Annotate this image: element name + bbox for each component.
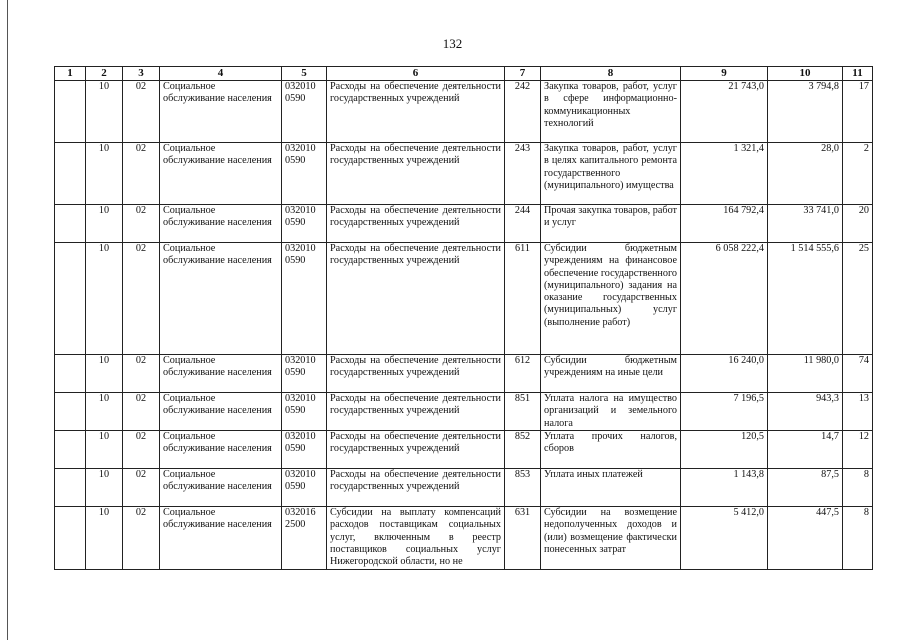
cell-expense-type: 631 <box>505 507 541 570</box>
column-header: 9 <box>681 67 768 81</box>
table-header-row <box>55 67 873 81</box>
cell-col1 <box>55 431 86 469</box>
table-row <box>55 243 873 355</box>
cell-target-code: 032010 0590 <box>282 81 327 143</box>
cell-section: 10 <box>86 81 123 143</box>
budget-table <box>54 66 873 570</box>
table-row <box>55 143 873 205</box>
cell-col1 <box>55 143 86 205</box>
cell-section: 10 <box>86 143 123 205</box>
cell-percent: 12 <box>843 431 873 469</box>
cell-subsection: 02 <box>123 243 160 355</box>
cell-col1 <box>55 393 86 431</box>
cell-target-code: 032010 0590 <box>282 393 327 431</box>
table-row <box>55 81 873 143</box>
cell-percent: 20 <box>843 205 873 243</box>
table-row <box>55 469 873 507</box>
cell-target-name: Субсидии на выплату компенсаций расходов поставщикам социальных услуг, включенным в реестр поставщиков социальных услуг Нижегородской области, но не <box>327 507 505 570</box>
cell-subsection-name: Социальное обслуживание населения <box>160 143 282 205</box>
cell-expense-type-name: Уплата иных платежей <box>541 469 681 507</box>
cell-col1 <box>55 469 86 507</box>
cell-amount-plan: 164 792,4 <box>681 205 768 243</box>
cell-col1 <box>55 243 86 355</box>
cell-amount-actual: 11 980,0 <box>768 355 843 393</box>
cell-subsection-name: Социальное обслуживание населения <box>160 243 282 355</box>
cell-expense-type: 244 <box>505 205 541 243</box>
cell-subsection-name: Социальное обслуживание населения <box>160 205 282 243</box>
page-number: 132 <box>442 36 463 51</box>
cell-expense-type-name: Уплата налога на имущество организаций и земельного налога <box>541 393 681 431</box>
cell-amount-plan: 6 058 222,4 <box>681 243 768 355</box>
cell-amount-plan: 21 743,0 <box>681 81 768 143</box>
cell-expense-type: 853 <box>505 469 541 507</box>
cell-subsection: 02 <box>123 431 160 469</box>
column-header: 3 <box>123 67 160 81</box>
cell-subsection-name: Социальное обслуживание населения <box>160 355 282 393</box>
column-header: 6 <box>327 67 505 81</box>
cell-percent: 2 <box>843 143 873 205</box>
cell-subsection-name: Социальное обслуживание населения <box>160 469 282 507</box>
cell-section: 10 <box>86 243 123 355</box>
cell-amount-actual: 3 794,8 <box>768 81 843 143</box>
cell-amount-actual: 14,7 <box>768 431 843 469</box>
column-header: 4 <box>160 67 282 81</box>
column-header: 5 <box>282 67 327 81</box>
column-header: 1 <box>55 67 86 81</box>
cell-subsection: 02 <box>123 469 160 507</box>
cell-percent: 17 <box>843 81 873 143</box>
cell-percent: 25 <box>843 243 873 355</box>
cell-subsection: 02 <box>123 81 160 143</box>
cell-expense-type: 242 <box>505 81 541 143</box>
cell-expense-type: 612 <box>505 355 541 393</box>
cell-col1 <box>55 355 86 393</box>
cell-target-name: Расходы на обеспечение деятельности государственных учреждений <box>327 431 505 469</box>
cell-amount-actual: 28,0 <box>768 143 843 205</box>
cell-subsection-name: Социальное обслуживание населения <box>160 81 282 143</box>
table-row <box>55 205 873 243</box>
table-row <box>55 431 873 469</box>
cell-target-code: 032010 0590 <box>282 205 327 243</box>
table-row <box>55 507 873 570</box>
table-row <box>55 393 873 431</box>
cell-subsection: 02 <box>123 355 160 393</box>
cell-section: 10 <box>86 469 123 507</box>
cell-section: 10 <box>86 507 123 570</box>
cell-target-name: Расходы на обеспечение деятельности государственных учреждений <box>327 469 505 507</box>
column-header: 8 <box>541 67 681 81</box>
cell-subsection: 02 <box>123 205 160 243</box>
cell-expense-type-name: Закупка товаров, работ, услуг в сфере информационно-коммуникационных технологий <box>541 81 681 143</box>
cell-subsection-name: Социальное обслуживание населения <box>160 393 282 431</box>
cell-target-name: Расходы на обеспечение деятельности государственных учреждений <box>327 81 505 143</box>
cell-target-code: 032016 2500 <box>282 507 327 570</box>
cell-percent: 8 <box>843 507 873 570</box>
cell-section: 10 <box>86 431 123 469</box>
cell-target-code: 032010 0590 <box>282 469 327 507</box>
cell-target-name: Расходы на обеспечение деятельности государственных учреждений <box>327 243 505 355</box>
cell-amount-actual: 1 514 555,6 <box>768 243 843 355</box>
cell-subsection-name: Социальное обслуживание населения <box>160 431 282 469</box>
cell-subsection-name: Социальное обслуживание населения <box>160 507 282 570</box>
cell-percent: 13 <box>843 393 873 431</box>
cell-amount-actual: 943,3 <box>768 393 843 431</box>
cell-target-code: 032010 0590 <box>282 243 327 355</box>
cell-section: 10 <box>86 205 123 243</box>
cell-expense-type-name: Субсидии на возмещение недополученных доходов и (или) возмещение фактически понесенных затрат <box>541 507 681 570</box>
cell-expense-type-name: Субсидии бюджетным учреждениям на финансовое обеспечение государственного (муниципального) задания на оказание государственных (муниципальных) услуг (выполнение работ) <box>541 243 681 355</box>
cell-subsection: 02 <box>123 143 160 205</box>
cell-expense-type-name: Прочая закупка товаров, работ и услуг <box>541 205 681 243</box>
cell-expense-type: 243 <box>505 143 541 205</box>
cell-amount-plan: 1 143,8 <box>681 469 768 507</box>
cell-amount-plan: 16 240,0 <box>681 355 768 393</box>
cell-section: 10 <box>86 355 123 393</box>
cell-target-name: Расходы на обеспечение деятельности государственных учреждений <box>327 355 505 393</box>
cell-subsection: 02 <box>123 507 160 570</box>
cell-expense-type: 851 <box>505 393 541 431</box>
cell-target-name: Расходы на обеспечение деятельности государственных учреждений <box>327 143 505 205</box>
cell-col1 <box>55 81 86 143</box>
table-row <box>55 355 873 393</box>
cell-expense-type: 611 <box>505 243 541 355</box>
cell-col1 <box>55 507 86 570</box>
page-left-edge-line <box>7 0 8 640</box>
cell-percent: 74 <box>843 355 873 393</box>
cell-amount-actual: 87,5 <box>768 469 843 507</box>
cell-target-name: Расходы на обеспечение деятельности государственных учреждений <box>327 393 505 431</box>
cell-amount-actual: 447,5 <box>768 507 843 570</box>
column-header: 11 <box>843 67 873 81</box>
column-header: 10 <box>768 67 843 81</box>
cell-target-name: Расходы на обеспечение деятельности государственных учреждений <box>327 205 505 243</box>
cell-percent: 8 <box>843 469 873 507</box>
cell-target-code: 032010 0590 <box>282 143 327 205</box>
cell-target-code: 032010 0590 <box>282 355 327 393</box>
cell-section: 10 <box>86 393 123 431</box>
cell-amount-plan: 7 196,5 <box>681 393 768 431</box>
column-header: 7 <box>505 67 541 81</box>
cell-col1 <box>55 205 86 243</box>
cell-amount-plan: 120,5 <box>681 431 768 469</box>
cell-expense-type-name: Закупка товаров, работ, услуг в целях капитального ремонта государственного (муниципального) имущества <box>541 143 681 205</box>
cell-amount-plan: 5 412,0 <box>681 507 768 570</box>
cell-amount-plan: 1 321,4 <box>681 143 768 205</box>
cell-expense-type-name: Уплата прочих налогов, сборов <box>541 431 681 469</box>
cell-amount-actual: 33 741,0 <box>768 205 843 243</box>
column-header: 2 <box>86 67 123 81</box>
cell-target-code: 032010 0590 <box>282 431 327 469</box>
cell-subsection: 02 <box>123 393 160 431</box>
cell-expense-type: 852 <box>505 431 541 469</box>
cell-expense-type-name: Субсидии бюджетным учреждениям на иные цели <box>541 355 681 393</box>
